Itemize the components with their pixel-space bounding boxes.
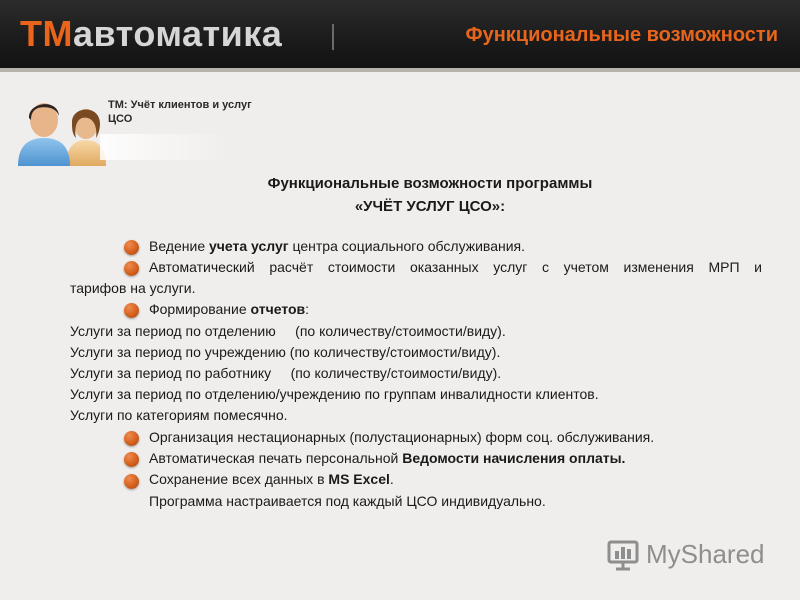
watermark — [606, 537, 776, 573]
text-segment: Ведение — [149, 238, 209, 254]
product-reflection — [100, 134, 230, 160]
report-by-disability-group: Услуги за период по отделению/учреждению по группам инвалидности клиентов. — [70, 386, 599, 402]
feature-cost-calculation-cont: тарифов на услуги. — [70, 280, 196, 296]
content-heading: Функциональные возможности программы — [267, 175, 593, 192]
report-by-category: Услуги по категориям помесячно. — [70, 407, 288, 423]
text-bold-segment: учета услуг — [209, 238, 289, 254]
orange-circle-bullet-icon — [124, 474, 139, 489]
header-divider — [332, 24, 334, 50]
report-by-institution: Услуги за период по учреждению (по количеству/стоимости/виду). — [70, 344, 501, 360]
text-segment: Сохранение всех данных в — [149, 471, 329, 487]
myshared-logo-icon — [606, 537, 642, 573]
report-by-department: Услуги за период по отделению (по количеству/стоимости/виду). — [70, 323, 506, 339]
feature-reports — [149, 299, 800, 319]
logo — [20, 13, 282, 55]
orange-circle-bullet-icon — [124, 452, 139, 467]
content-heading-program: «УЧЁТ УСЛУГ ЦСО»: — [354, 198, 506, 215]
text-segment: центра социального обслуживания. — [288, 238, 526, 254]
product-name: ТМ: Учёт клиентов и услуг ЦСО — [108, 99, 252, 125]
text-bold-segment: MS Excel — [328, 471, 390, 487]
orange-circle-bullet-icon — [124, 303, 139, 318]
feature-nonstationary-forms: Организация нестационарных (полустационарных) форм соц. обслуживания. — [149, 429, 655, 445]
orange-circle-bullet-icon — [124, 431, 139, 446]
text-segment: : — [305, 301, 310, 317]
text-segment: Автоматическая печать персональной — [149, 450, 403, 466]
orange-circle-bullet-icon — [124, 240, 139, 255]
header-bar — [0, 0, 800, 72]
text-bold-segment: Ведомости начисления оплаты. — [402, 450, 626, 466]
feature-cost-calculation: Автоматический расчёт стоимости оказанных услуг с учетом изменения МРП и — [149, 259, 762, 275]
watermark-text: MyShared — [646, 539, 765, 569]
logo-tm: TM — [20, 13, 73, 54]
feature-excel-export — [149, 469, 800, 489]
logo-word: автоматика — [72, 13, 283, 54]
users-icon — [16, 92, 108, 166]
orange-circle-bullet-icon — [124, 261, 139, 276]
page-title: Функциональные возможности — [465, 24, 778, 46]
text-bold-segment: отчетов — [250, 301, 306, 317]
report-by-employee: Услуги за период по работнику (по количеству/стоимости/виду). — [70, 365, 502, 381]
feature-payment-statement — [149, 448, 800, 468]
text-segment: . — [389, 471, 394, 487]
feature-services-accounting — [149, 236, 800, 256]
feature-customization: Программа настраивается под каждый ЦСО индивидуально. — [149, 493, 546, 509]
text-segment: Формирование — [149, 301, 251, 317]
